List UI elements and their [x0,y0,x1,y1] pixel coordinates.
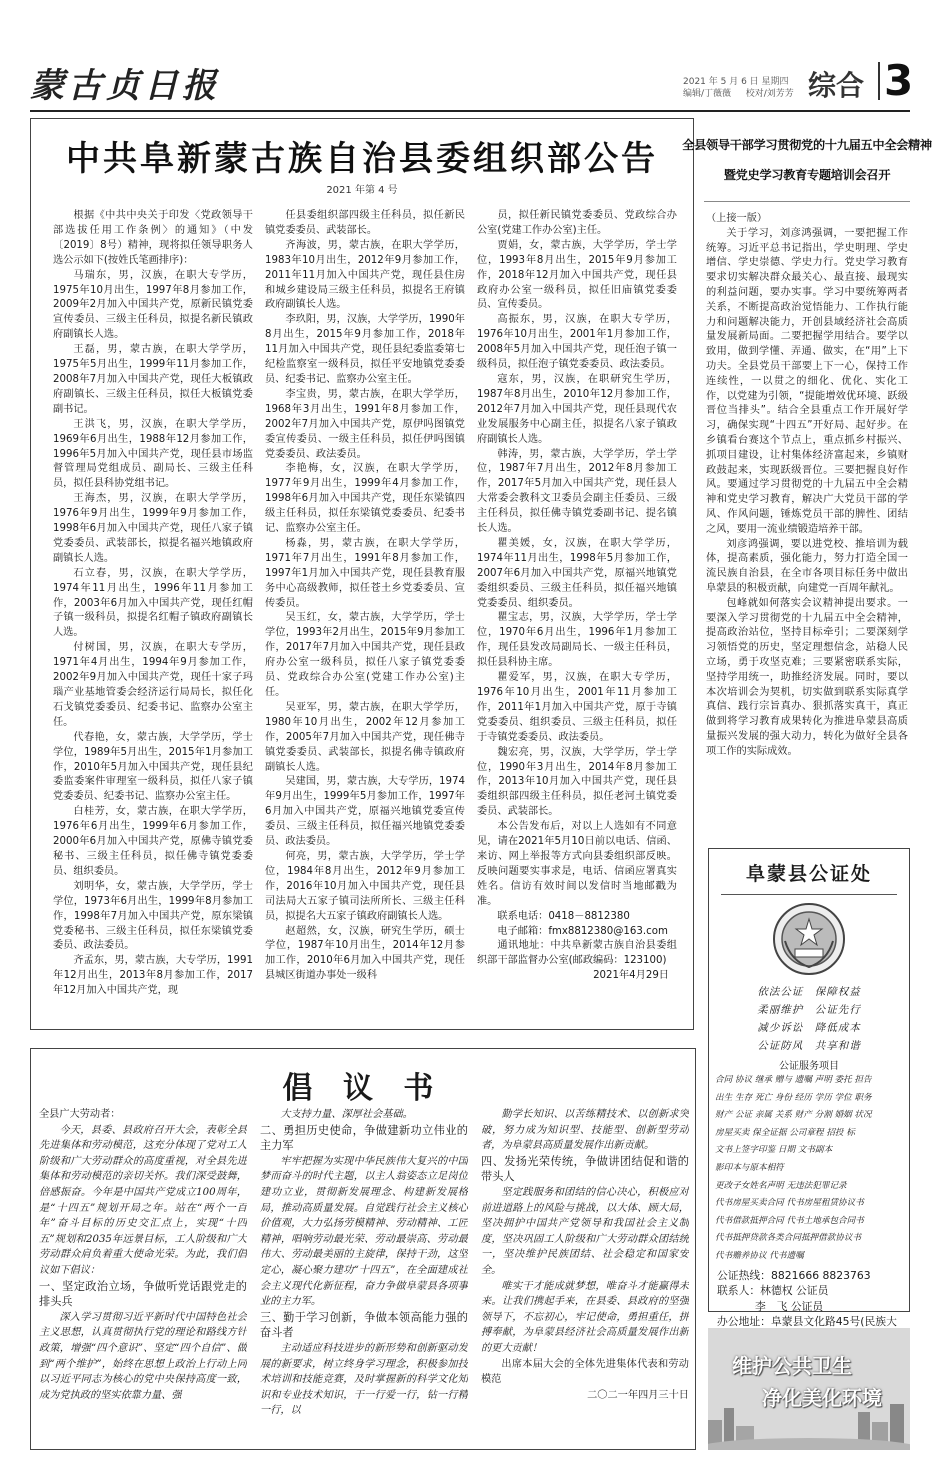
proposal-title: 倡 议 书 [282,1071,444,1106]
proposal-paragraph: 大支持力量、深厚社会基础。 [280,1109,413,1120]
article-headline [682,118,932,202]
notice-paragraph: 电子邮箱：fmx8812380@163.com [497,925,668,937]
notice-paragraph: 何亮，男，蒙古族，大学学历，学士学位，1984年8月出生，2012年9月参加工作，2016年10月加入中国共产党，现任县司法局大五家子镇司法所所长、三级主任科员，拟提名大五家子镇政府副镇长人选。 [265,850,465,922]
services-heading: 公证服务项目 [779,1061,839,1072]
notice-paragraph: 李玖阳，男，汉族，大学学历，1990年8月出生，2015年9月参加工作，2018年11月加入中国共产党，现任县纪委监委第七纪检监察室一级科员，拟任平安地镇党委委员、纪委书记、监察办公室主任。 [265,314,465,385]
service-item: 影印本与原本相符 [715,1162,784,1173]
services-list [709,1072,909,1266]
page-number: 3 [884,56,914,105]
service-item: 代书抵押贷款各类合同抵押借款协议书 [715,1233,862,1244]
notary-hotline: 公证热线：8821666 8823763 [717,1268,871,1282]
section-name: 综合 [808,69,865,102]
service-item: 文书上签字印鉴 日期 文书副本 [715,1145,833,1156]
notice-paragraph: 瞿美媛，女，汉族，在职大学学历，1974年11月出生，1998年5月参加工作，2007年6月加入中国共产党，原福兴地镇党委组织委员、三级主任科员，拟任福兴地镇党委委员、组织委员。 [477,537,677,609]
proposal-paragraph: 深入学习贯彻习近平新时代中国特色社会主义思想，认真贯彻执行党的理论和路线方针政策，增强“四个意识”、坚定“四个自信”、做到“两个维护”，始终在思想上政治上行动上同以习近平同志为核心的党中央保持高度一致，成为党执政的坚实依靠力量、强 [39,1311,247,1401]
notice-paragraph: 通讯地址：中共阜新蒙古族自治县委组织部干部监督办公室(邮政编码：123100) [477,940,677,967]
notary-slogan: 依法公证 保障权益 [757,986,861,998]
notice-paragraph: 韩涛，男，蒙古族，大学学历，学士学位，1987年7月出生，2012年8月参加工作，2017年5月加入中国共产党，现任县人大常委会教科文卫委员会副主任委员、三级主任科员，拟任佛寺镇党委副书记、提名镇长人选。 [477,448,677,535]
notice-paragraph: 瞿爱军，男，汉族，在职大专学历，1976年10月出生，2001年11月参加工作，2011年1月加入中国共产党，原于寺镇党委委员、组织委员、三级主任科员，拟任于寺镇党委委员、政法委员。 [477,672,677,743]
notice-paragraph: 2021年4月29日 [593,970,669,982]
notice-paragraph: 联系电话：0418－8812380 [497,910,630,922]
notice-column-1 [53,209,253,1019]
article-paragraph: 包峰就如何落实会议精神提出要求。一要深入学习贯彻党的十九届五中全会精神，提高政治站位，坚持目标牵引；二要深刻学习领悟党的历史，坚定理想信念，站稳人民立场，勇于攻坚克难；三要紧密联系实际，坚持学用统一，助推经济发展。同时，要以本次培训会为契机，切实做到联系实际真学真信、践行宗旨真办、狠抓落实真干，真正做到将学习教育成果转化为推进阜蒙县高质量振兴发展的强大动力，转化为做好全县各项工作的实际成效。 [706,597,908,757]
notice-paragraph: 员，拟任新民镇党委委员、党政综合办公室(党建工作办公室)主任。 [477,210,677,236]
notice-paragraph: 齐孟东，男，蒙古族，大专学历，1991年12月出生，2013年8月参加工作，2017年12月加入中国共产党，现 [53,955,253,997]
notice-paragraph: 任县委组织部四级主任科员，拟任新民镇党委委员、武装部长。 [265,210,465,236]
editor-credits: 编辑/丁薇薇 校对/刘芳芳 [683,89,794,99]
notary-contact-2: 李 飞 公证员 [755,1299,824,1313]
proposal-paragraph: 二〇二一年四月三十日 [587,1389,689,1401]
notice-body [53,209,677,1019]
notice-paragraph: 李宝贵，男，蒙古族，在职大学学历，1968年3月出生，1991年8月参加工作，2002年7月加入中国共产党，原伊吗图镇党委宣传委员、一级主任科员，拟任伊吗图镇党委委员、政法委员。 [265,388,465,460]
proposal-column-1 [39,1107,247,1445]
notice-title: 中共阜新蒙古族自治县委组织部公告 [66,139,658,179]
notary-slogan: 减少诉讼 降低成本 [757,1022,861,1034]
notice-paragraph: 根据《中共中央关于印发〈党政领导干部选拔任用工作条例〉的通知》（中发〔2019〕8号）精神，现将拟任领导职务人选公示如下(按姓氏笔画排序)： [53,210,253,266]
notice-paragraph: 杨淼，男，蒙古族，在职大学学历，1971年7月出生，1991年8月参加工作，1997年1月加入中国共产党，现任县教育服务中心高级教师，拟任苍土乡党委委员、宣传委员。 [265,537,465,609]
notice-paragraph: 王海杰，男，汉族，在职大学学历，1976年9月出生，1999年9月参加工作，1998年6月加入中国共产党，现任八家子镇党委委员、武装部长，拟提名福兴地镇政府副镇长人选。 [53,493,253,564]
notary-contact-1: 联系人：林德权 公证员 [717,1284,829,1298]
proposal-paragraph: 勤学长知识、以苦练精技术、以创新求突破，努力成为知识型、技能型、创新型劳动者，为阜蒙县高质量发展作出新贡献。 [481,1109,689,1152]
service-item: 代书房屋买卖合同 代书房屋租赁协议书 [715,1198,864,1209]
notice-paragraph: 代春艳，女，蒙古族，大学学历，学士学位，1989年5月出生，2015年1月参加工作，2010年5月加入中国共产党，现任县纪委监委案件审理室一级科员，拟任八家子镇党委委员、纪委书记、监察办公室主任。 [53,731,253,803]
proposal-column-2 [260,1107,468,1445]
service-item: 代书赡养协议 代书遗嘱 [715,1250,804,1261]
notice-column-2 [265,209,465,1019]
notice-paragraph: 付树国，男，汉族，在职大专学历，1971年4月出生，1994年9月参加工作，2002年9月加入中国共产党，现任十家子玛瑙产业基地管委会经济运行局局长，拟任化石戈镇党委委员、纪委书记、监察办公室主任。 [53,642,253,728]
training-article [682,118,932,934]
article-paragraph: 刘彦鸿强调，要以进党校、推培训为载体，提高素质，强化能力，努力打造全国一流民族自治县，在全市各项目标任务中做出阜蒙县的积极贡献，向建党一百周年献礼。 [706,538,908,594]
notice-paragraph: 马瑞东，男，汉族，在职大专学历，1975年10月出生，1997年8月参加工作，2009年2月加入中国共产党，原新民镇党委宣传委员、三级主任科员，拟提名新民镇政府副镇长人选。 [53,269,253,341]
proposal-paragraph: 坚定践服务和团结的信心决心，积极应对前进道路上的风险与挑战，以大体、顾大局，坚决拥护中国共产党领导和我国社会主义制度，坚决巩固工人阶级和广大劳动群众团结统一，坚决维护民族团结、社会稳定和国家安全。 [481,1186,689,1276]
notice-paragraph: 石立春，男，汉族，在职大学学历，1974年11月出生，1996年11月参加工作，2003年6月加入中国共产党，现任红帽子镇一级科员，拟提名红帽子镇政府副镇长人选。 [53,567,253,639]
notary-slogan: 公证防风 共享和谐 [757,1040,861,1052]
notice-paragraph: 本公告发布后，对以上人选如有不同意见，请在2021年5月10日前以电话、信函、来访、网上举报等方式向县委组织部反映。反映问题要实事求是，电话、信函应署真实姓名。信访有效时间以发信时当地邮戳为准。 [477,821,677,907]
header-rule [30,110,910,112]
service-item: 更改子女姓名声明 无违法犯罪记录 [715,1180,847,1191]
issue-meta [683,76,794,100]
article-body [704,202,910,934]
notary-title-rule [721,894,897,895]
notice-paragraph: 赵超然，女，汉族，研究生学历，硕士学位，1987年10月出生，2014年12月参加工作，2010年6月加入中国共产党，现任县城区街道办事处一级科 [265,925,465,982]
proposal-heading: 二、勇担历史使命，争做建新功立伟业的主力军 [260,1123,468,1153]
article-paragraph: （上接一版） [706,213,768,224]
proposal-heading: 四、发扬光荣传统，争做讲团结促和谐的带头人 [481,1154,689,1184]
newspaper-logo: 蒙古贞日报 [30,66,220,106]
article-paragraph: 关于学习，刘彦鸿强调，一要把握工作统筹。习近平总书记指出，学史明理、学史增信、学史崇德、学史力行。党史学习教育要求切实解决群众最关心、最直接、最现实的利益问题，要办实事。学习中要统筹两者关系，不断提高政治觉悟能力、工作执行能力和问题解决能力，开创县域经济社会高质量发展新局面。二要把握学用结合。要学以致用，做到学懂、弄通、做实，在“用”上下功夫。全县党员干部要上下一心，保持工作连续性，一以贯之的细化、优化、实化工作，以党建为引领，“提能增效优环境、跃级晋位当排头”。结合全县重点工作开展好学习，确保实现“十四五”开好局、起好步。在乡镇看台赛这个节点上，重点抓乡村振兴、抓项目建设，让村集体经济富起来，乡镇财政鼓起来，实现跃级晋位。三要把握良好作风。要通过学习贯彻党的十九届五中全会精神和党史学习教育，解决广大党员干部的学风、作风问题，锤炼党员干部的脾性、团结之风，要用一流业绩锻造培养干部。 [706,227,908,535]
notice-paragraph: 吴建国，男，蒙古族，大专学历，1974年9月出生，1999年5月参加工作，1997年6月加入中国共产党，原福兴地镇党委宣传委员、三级主任科员，拟任福兴地镇党委委员、政法委员。 [265,776,465,848]
public-health-banner [708,1328,910,1450]
notary-slogan: 柔丽维护 公证先行 [757,1004,861,1016]
proposal-paragraph: 主动适应科技进步的新形势和创新驱动发展的新要求，树立终身学习理念，积极参加技术培训和技能竞赛，及时掌握新的科学文化知识和专业技术知识，干一行爱一行，钻一行精一行，以 [260,1342,468,1417]
proposal-body [39,1107,689,1445]
notice-paragraph: 寇东，男，汉族，在职研究生学历，1987年8月出生，2010年12月参加工作，2012年7月加入中国共产党，现任县现代农业发展服务中心副主任，拟提名八家子镇政府副镇长人选。 [477,373,677,445]
notice-paragraph: 白桂芳，女，蒙古族，在职大学学历，1976年6月出生，1999年6月参加工作，2000年6月加入中国共产党，原佛寺镇党委秘书、三级主任科员，拟任佛寺镇党委委员、组织委员。 [53,806,253,877]
proposal-paragraph: 全县广大劳动者： [39,1109,121,1120]
proposal-heading: 一、坚定政治立场，争做听党话跟党走的排头兵 [39,1279,247,1309]
proposal-paragraph: 出席本届大会的全体先进集体代表和劳动模范 [481,1358,689,1386]
issue-date: 2021 年 5 月 6 日 星期四 [683,77,789,87]
service-item: 出生 生存 死亡 身份 经历 学历 学位 职务 [715,1092,872,1103]
notice-paragraph: 高振东，男，汉族，在职大专学历，1976年10月出生，2001年1月参加工作，2008年5月加入中国共产党，现任泡子镇一级科员，拟任泡子镇党委委员、政法委员。 [477,314,677,371]
service-item: 财产 公证 亲属 关系 财产 分割 婚姻 状况 [715,1110,872,1121]
notice-column-3 [477,209,677,1019]
notice-paragraph: 瞿宝志，男，汉族，大学学历，学士学位，1970年6月出生，1996年1月参加工作，现任县发改局副局长、一级主任科员，拟任县科协主席。 [477,612,677,669]
notice-paragraph: 王磊，男，蒙古族，在职大学学历，1975年5月出生，1999年11月参加工作，2008年7月加入中国共产党，现任大板镇政府副镇长、三级主任科员，拟任大板镇党委副书记。 [53,344,253,415]
notice-paragraph: 贾娟，女，蒙古族，大学学历，学士学位，1993年8月出生，2015年9月参加工作，2018年12月加入中国共产党，现任县政府办公室一级科员，拟任旧庙镇党委委员、宣传委员。 [477,239,677,311]
proposal-column-3 [481,1107,689,1445]
organization-notice [30,118,694,1030]
service-item: 房屋买卖 保全证据 公司章程 招投 标 [715,1127,855,1138]
banner-line-1: 维护公共卫生 [732,1354,852,1378]
notary-office-ad [708,848,910,1329]
proposal-paragraph: 牢牢把握为实现中华民族伟大复兴的中国梦而奋斗的时代主题，以主人翁姿态立足岗位建功立业，贯彻新发展理念、构建新发展格局，推动高质量发展。自觉践行社会主义核心价值观，大力弘扬劳模精神、劳动精神、工匠精神，唱响劳动最光荣、劳动最崇高、劳动最伟大、劳动最美丽的主旋律，保持干劲，这坚定心，凝心聚力建功“十四五”，在全面建成社会主义现代化新征程，奋力争做阜蒙县各项事业的主力军。 [260,1155,468,1308]
notary-title: 阜蒙县公证处 [745,863,872,885]
notary-slogans [709,983,909,1055]
proposal-letter [30,1048,696,1450]
proposal-heading: 三、勤于学习创新，争做本领高能力强的奋斗者 [260,1310,468,1340]
masthead [30,56,914,108]
banner-line-2: 净化美化环境 [762,1386,882,1410]
headline-line-1: 全县领导干部学习贯彻党的十九届五中全会精神 [682,137,932,152]
notice-paragraph: 魏宏亮，男，汉族，大学学历，学士学位，1990年3月出生，2014年8月参加工作，2013年10月加入中国共产党，现任县委组织部四级主任科员，拟任老河土镇党委委员、武装部长。 [477,746,677,818]
notice-paragraph: 刘明华，女，蒙古族，大学学历，学士学位，1973年6月出生，1999年8月参加工作，1998年7月加入中国共产党，原东梁镇党委秘书、三级主任科员，拟任东梁镇党委委员、政法委员。 [53,880,253,952]
notary-emblem-icon [771,901,847,977]
service-item: 合同 协议 继承 赠与 遗嘱 声明 委托 担告 [715,1075,872,1085]
notice-paragraph: 吴亚军，男，蒙古族，在职大学学历，1980年10月出生，2002年12月参加工作，2005年7月加入中国共产党，现任佛寺镇党委委员、武装部长，拟提名佛寺镇政府副镇长人选。 [265,701,465,773]
headline-line-2: 暨党史学习教育专题培训会召开 [723,167,891,182]
notary-address: 办公地址：阜蒙县文化路45号(民族大 [717,1315,897,1329]
proposal-paragraph: 今天，县委、县政府召开大会，表彰全县先进集体和劳动模范，这充分体现了党对工人阶级和广大劳动群众的高度重视，对全县先进集体和劳动模范的亲切关怀。我们深受鼓舞，倍感振奋。今年是中国共产党成立100周年，是“十四五”规划开局之年。站在“两个一百年”奋斗目标的历史交汇点上，实现“十四五”规划和2035年远景目标，工人阶级和广大劳动群众肩负着重大使命光荣。为此，我们倡议如下倡议： [39,1124,247,1276]
proposal-paragraph: 唯实干才能成就梦想，唯奋斗才能赢得未来。让我们携起手来，在县委、县政府的坚强领导下，不忘初心，牢记使命，勇担重任，拼搏奉献，为阜蒙县经济社会高质量发展作出新的更大贡献！ [481,1280,689,1354]
notice-paragraph: 齐海波，男，蒙古族，在职大学学历，1983年10月出生，2012年9月参加工作，2011年11月加入中国共产党，现任县住房和城乡建设局三级主任科员，拟提名王府镇政府副镇长人选。 [265,239,465,311]
notice-paragraph: 王洪飞，男，汉族，在职大学学历，1969年6月出生，1988年12月参加工作，1996年5月加入中国共产党，现任县市场监督管理局党组成员、副局长、三级主任科员，拟任县科协党组书记。 [53,418,253,490]
service-item: 代书借款抵押合同 代书土地承包合同书 [715,1215,864,1226]
notice-number: 2021 年第 4 号 [326,185,398,196]
notice-paragraph: 吴玉红，女，蒙古族，大学学历，学士学位，1993年2月出生，2015年9月参加工作，2017年7月加入中国共产党，现任县政府办公室一级科员，拟任八家子镇党委委员、党政综合办公室(党建工作办公室)主任。 [265,612,465,698]
section-divider [878,62,880,100]
notice-paragraph: 李艳梅，女，汉族，在职大学学历，1977年9月出生，1999年4月参加工作，1998年6月加入中国共产党，现任东梁镇四级主任科员，拟任东梁镇党委委员、纪委书记、监察办公室主任。 [265,463,465,535]
